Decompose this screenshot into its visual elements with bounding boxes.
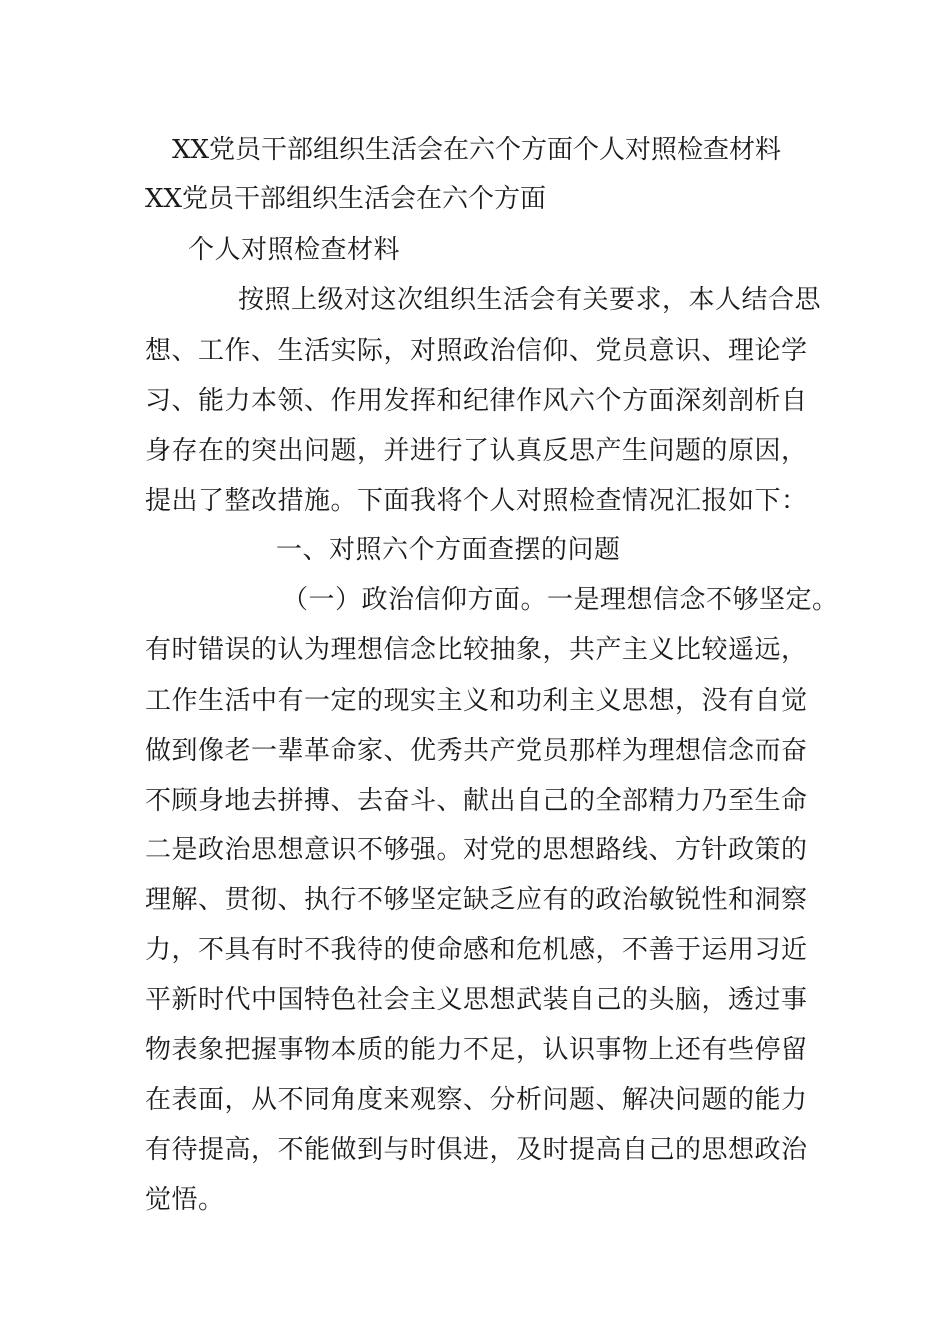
body-line: 按照上级对这次组织生活会有关要求，本人结合思 xyxy=(238,285,822,315)
body-line: 有时错误的认为理想信念比较抽象，共产主义比较遥远， xyxy=(145,635,808,665)
body-line: （一）政治信仰方面。一是理想信念不够坚定。 xyxy=(282,585,839,615)
body-line: 平新时代中国特色社会主义思想武装自己的头脑，透过事 xyxy=(145,985,808,1015)
body-line: 想、工作、生活实际，对照政治信仰、党员意识、理论学 xyxy=(145,336,808,366)
document-heading: XX党员干部组织生活会在六个方面个人对照检查材料 xyxy=(172,135,782,165)
body-line: 做到像老一辈革命家、优秀共产党员那样为理想信念而奋 xyxy=(145,736,808,766)
body-line: 力，不具有时不我待的使命感和危机感，不善于运用习近 xyxy=(145,935,808,965)
body-line: 工作生活中有一定的现实主义和功利主义思想，没有自觉 xyxy=(145,686,808,716)
body-line: 物表象把握事物本质的能力不足，认识事物上还有些停留 xyxy=(145,1035,808,1065)
body-line: 有待提高，不能做到与时俱进，及时提高自己的思想政治 xyxy=(145,1135,808,1165)
body-line: 二是政治思想意识不够强。对党的思想路线、方针政策的 xyxy=(145,835,808,865)
body-line: 理解、贯彻、执行不够坚定缺乏应有的政治敏锐性和洞察 xyxy=(145,885,808,915)
document-subheading-line-1: XX党员干部组织生活会在六个方面 xyxy=(145,184,547,214)
body-line: 不顾身地去拼搏、去奋斗、献出自己的全部精力乃至生命 xyxy=(145,786,808,816)
body-line: 身存在的突出问题，并进行了认真反思产生问题的原因， xyxy=(145,436,808,466)
body-line: 提出了整改措施。下面我将个人对照检查情况汇报如下： xyxy=(145,486,808,516)
body-line: 觉悟。 xyxy=(145,1185,225,1215)
body-line: 习、能力本领、作用发挥和纪律作风六个方面深刻剖析自 xyxy=(145,386,808,416)
section-heading: 一、对照六个方面查摆的问题 xyxy=(276,535,621,565)
body-line: 在表面，从不同角度来观察、分析问题、解决问题的能力 xyxy=(145,1085,808,1115)
document-subheading-line-2: 个人对照检查材料 xyxy=(188,235,401,265)
